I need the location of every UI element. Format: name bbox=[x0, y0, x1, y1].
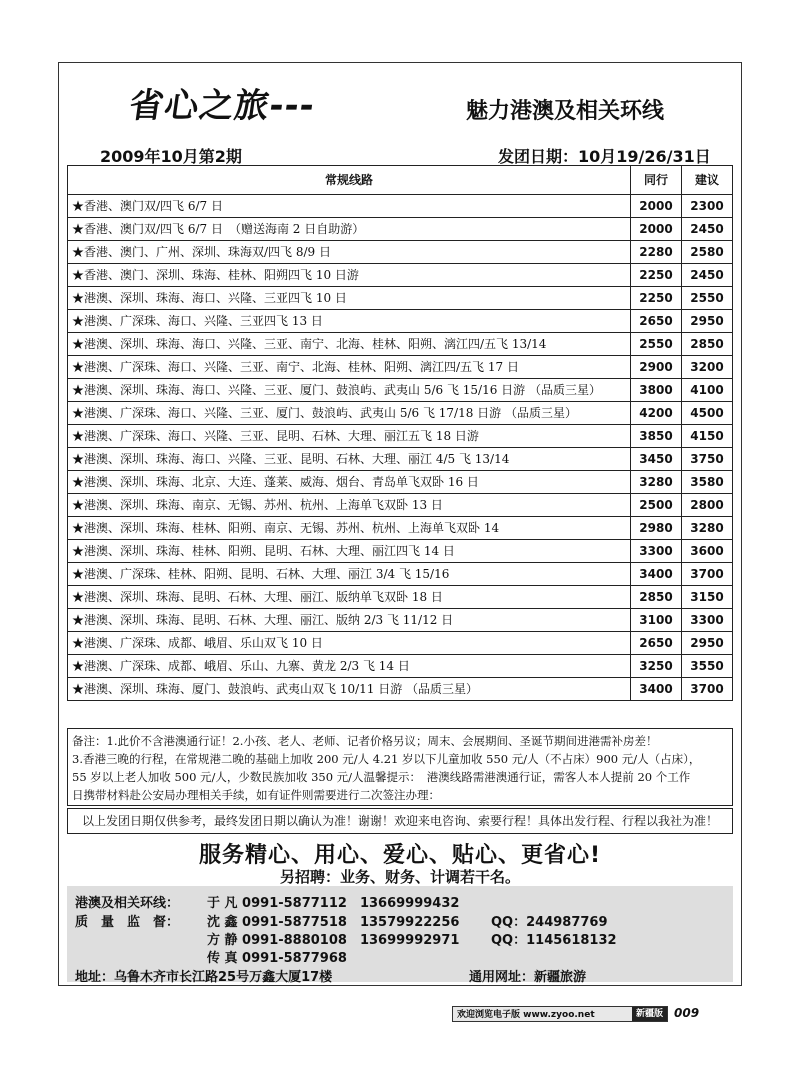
trade-price-cell: 2250 bbox=[631, 287, 682, 310]
recruitment-notice: 另招聘：业务、财务、计调若干名。 bbox=[279, 868, 520, 886]
table-row bbox=[68, 655, 733, 678]
suggested-price-cell: 4100 bbox=[682, 379, 733, 402]
table-row bbox=[68, 586, 733, 609]
header-route: 常规线路 bbox=[68, 166, 631, 195]
trade-price-cell: 3250 bbox=[631, 655, 682, 678]
route-name-cell: ★香港、澳门、深圳、珠海、桂林、阳朔四飞 10 日游 bbox=[68, 264, 631, 287]
suggested-price-cell: 2450 bbox=[682, 218, 733, 241]
route-name-cell: ★港澳、深圳、珠海、海口、兴隆、三亚、昆明、石林、大理、丽江 4/5 飞 13/14 bbox=[68, 448, 631, 471]
table-row bbox=[68, 425, 733, 448]
trade-price-cell: 2500 bbox=[631, 494, 682, 517]
contact-phone-shenxin: 沈 鑫 0991-5877518 13579922256 bbox=[207, 915, 460, 930]
issue-label: 2009年10月第2期 bbox=[100, 147, 242, 166]
header-suggested-price: 建议 bbox=[682, 166, 733, 195]
route-name-cell: ★香港、澳门、广州、深圳、珠海双/四飞 8/9 日 bbox=[68, 241, 631, 264]
table-row bbox=[68, 287, 733, 310]
suggested-price-cell: 2300 bbox=[682, 195, 733, 218]
departure-dates: 发团日期：10月19/26/31日 bbox=[498, 147, 711, 166]
note-line: 日携带材料赴公安局办理相关手续，如有证件则需要进行二次签注办理： bbox=[72, 788, 440, 802]
suggested-price-cell: 3200 bbox=[682, 356, 733, 379]
notes-box bbox=[67, 728, 733, 806]
suggested-price-cell: 3700 bbox=[682, 678, 733, 701]
trade-price-cell: 2900 bbox=[631, 356, 682, 379]
suggested-price-cell: 3300 bbox=[682, 609, 733, 632]
route-name-cell: ★港澳、广深珠、成都、峨眉、乐山、九寨、黄龙 2/3 飞 14 日 bbox=[68, 655, 631, 678]
route-name-cell: ★港澳、深圳、珠海、海口、兴隆、三亚、厦门、鼓浪屿、武夷山 5/6 飞 15/16 日游 （品质三星） bbox=[68, 379, 631, 402]
route-name-cell: ★港澳、广深珠、桂林、阳朔、昆明、石林、大理、丽江 3/4 飞 15/16 bbox=[68, 563, 631, 586]
address: 地址：乌鲁木齐市长江路25号万鑫大厦17楼 bbox=[75, 970, 333, 985]
trade-price-cell: 2280 bbox=[631, 241, 682, 264]
route-name-cell: ★港澳、广深珠、成都、峨眉、乐山双飞 10 日 bbox=[68, 632, 631, 655]
trade-price-cell: 2000 bbox=[631, 218, 682, 241]
trade-price-cell: 2650 bbox=[631, 310, 682, 333]
suggested-price-cell: 2850 bbox=[682, 333, 733, 356]
route-name-cell: ★港澳、深圳、珠海、桂林、阳朔、昆明、石林、大理、丽江四飞 14 日 bbox=[68, 540, 631, 563]
suggested-price-cell: 3580 bbox=[682, 471, 733, 494]
table-row bbox=[68, 402, 733, 425]
table-row bbox=[68, 448, 733, 471]
suggested-price-cell: 2450 bbox=[682, 264, 733, 287]
table-row bbox=[68, 517, 733, 540]
trade-price-cell: 2250 bbox=[631, 264, 682, 287]
table-row bbox=[68, 678, 733, 701]
contact-qq-fangjing: QQ：1145618132 bbox=[491, 933, 617, 948]
note-line: 备注：1.此价不含港澳通行证！2.小孩、老人、老师、记者价格另议；周末、会展期间、圣诞节期间进港需补房差！ bbox=[72, 734, 658, 748]
route-name-cell: ★港澳、深圳、珠海、海口、兴隆、三亚四飞 10 日 bbox=[68, 287, 631, 310]
route-name-cell: ★港澳、深圳、珠海、南京、无锡、苏州、杭州、上海单飞双卧 13 日 bbox=[68, 494, 631, 517]
table-row bbox=[68, 609, 733, 632]
route-name-cell: ★港澳、深圳、珠海、桂林、阳朔、南京、无锡、苏州、杭州、上海单飞双卧 14 bbox=[68, 517, 631, 540]
suggested-price-cell: 3700 bbox=[682, 563, 733, 586]
routes-table bbox=[67, 165, 733, 701]
suggested-price-cell: 3600 bbox=[682, 540, 733, 563]
trade-price-cell: 3400 bbox=[631, 563, 682, 586]
route-name-cell: ★港澳、广深珠、海口、兴隆、三亚、昆明、石林、大理、丽江五飞 18 日游 bbox=[68, 425, 631, 448]
contact-label-quality: 质 量 监 督： bbox=[75, 915, 180, 930]
suggested-price-cell: 3280 bbox=[682, 517, 733, 540]
route-name-cell: ★港澳、深圳、珠海、昆明、石林、大理、丽江、版纳 2/3 飞 11/12 日 bbox=[68, 609, 631, 632]
table-row bbox=[68, 310, 733, 333]
contact-qq-shenxin: QQ：244987769 bbox=[491, 915, 608, 930]
table-row bbox=[68, 494, 733, 517]
note-line: 55 岁以上老人加收 500 元/人，少数民族加收 350 元/人温馨提示： 港澳线路需港澳通行证，需客人本人提前 20 个工作 bbox=[72, 770, 691, 784]
footer-edition-tag: 新疆版 bbox=[632, 1007, 667, 1021]
trade-price-cell: 3850 bbox=[631, 425, 682, 448]
brand-title: 省心之旅--- bbox=[126, 86, 318, 126]
route-name-cell: ★港澳、深圳、珠海、厦门、鼓浪屿、武夷山双飞 10/11 日游 （品质三星） bbox=[68, 678, 631, 701]
route-name-cell: ★港澳、深圳、珠海、昆明、石林、大理、丽江、版纳单飞双卧 18 日 bbox=[68, 586, 631, 609]
suggested-price-cell: 3750 bbox=[682, 448, 733, 471]
contact-phone-fangjing: 方 静 0991-8880108 13699992971 bbox=[207, 933, 460, 948]
trade-price-cell: 2000 bbox=[631, 195, 682, 218]
suggested-price-cell: 2550 bbox=[682, 287, 733, 310]
suggested-price-cell: 4500 bbox=[682, 402, 733, 425]
suggested-price-cell: 2580 bbox=[682, 241, 733, 264]
table-row bbox=[68, 241, 733, 264]
table-row bbox=[68, 195, 733, 218]
trade-price-cell: 3280 bbox=[631, 471, 682, 494]
table-row bbox=[68, 264, 733, 287]
footer-banner-text: 欢迎浏览电子版 www.zyoo.net bbox=[457, 1010, 595, 1020]
trade-price-cell: 3100 bbox=[631, 609, 682, 632]
contact-fax: 传 真 0991-5877968 bbox=[207, 951, 347, 966]
table-row bbox=[68, 540, 733, 563]
contact-panel bbox=[67, 886, 733, 985]
trade-price-cell: 2550 bbox=[631, 333, 682, 356]
page-number: 009 bbox=[674, 1006, 700, 1020]
confirmation-notice: 以上发团日期仅供参考，最终发团日期以确认为准！谢谢！欢迎来电咨询、索要行程！具体出发行程、行程以我社为准！ bbox=[67, 808, 733, 834]
trade-price-cell: 4200 bbox=[631, 402, 682, 425]
trade-price-cell: 3300 bbox=[631, 540, 682, 563]
table-header-row bbox=[68, 166, 733, 195]
trade-price-cell: 2980 bbox=[631, 517, 682, 540]
footer-banner bbox=[452, 1006, 668, 1022]
table-row bbox=[68, 218, 733, 241]
contact-phone-yufan: 于 凡 0991-5877112 13669999432 bbox=[207, 896, 460, 911]
route-name-cell: ★港澳、广深珠、海口、兴隆、三亚、南宁、北海、桂林、阳朔、漓江四/五飞 17 日 bbox=[68, 356, 631, 379]
service-slogan: 服务精心、用心、爱心、贴心、更省心! bbox=[198, 843, 602, 868]
table-row bbox=[68, 333, 733, 356]
trade-price-cell: 3450 bbox=[631, 448, 682, 471]
page-subtitle: 魅力港澳及相关环线 bbox=[466, 99, 665, 124]
route-name-cell: ★港澳、深圳、珠海、北京、大连、蓬莱、威海、烟台、青岛单飞双卧 16 日 bbox=[68, 471, 631, 494]
table-row bbox=[68, 356, 733, 379]
suggested-price-cell: 3150 bbox=[682, 586, 733, 609]
route-name-cell: ★香港、澳门双/四飞 6/7 日 bbox=[68, 195, 631, 218]
trade-price-cell: 3400 bbox=[631, 678, 682, 701]
table-row bbox=[68, 379, 733, 402]
trade-price-cell: 2650 bbox=[631, 632, 682, 655]
trade-price-cell: 3800 bbox=[631, 379, 682, 402]
table-row bbox=[68, 563, 733, 586]
route-name-cell: ★港澳、深圳、珠海、海口、兴隆、三亚、南宁、北海、桂林、阳朔、漓江四/五飞 13/14 bbox=[68, 333, 631, 356]
trade-price-cell: 2850 bbox=[631, 586, 682, 609]
suggested-price-cell: 2950 bbox=[682, 632, 733, 655]
suggested-price-cell: 3550 bbox=[682, 655, 733, 678]
suggested-price-cell: 2800 bbox=[682, 494, 733, 517]
route-name-cell: ★香港、澳门双/四飞 6/7 日 （赠送海南 2 日自助游） bbox=[68, 218, 631, 241]
table-row bbox=[68, 632, 733, 655]
suggested-price-cell: 2950 bbox=[682, 310, 733, 333]
website: 通用网址：新疆旅游 bbox=[469, 970, 587, 985]
suggested-price-cell: 4150 bbox=[682, 425, 733, 448]
contact-label-routes: 港澳及相关环线： bbox=[75, 896, 180, 911]
note-line: 3.香港三晚的行程，在常规港二晚的基础上加收 200 元/人 4.21 岁以下儿童加收 550 元/人（不占床）900 元/人（占床）， bbox=[72, 752, 701, 766]
route-name-cell: ★港澳、广深珠、海口、兴隆、三亚、厦门、鼓浪屿、武夷山 5/6 飞 17/18 日游 （品质三星） bbox=[68, 402, 631, 425]
header-trade-price: 同行 bbox=[631, 166, 682, 195]
table-row bbox=[68, 471, 733, 494]
route-name-cell: ★港澳、广深珠、海口、兴隆、三亚四飞 13 日 bbox=[68, 310, 631, 333]
